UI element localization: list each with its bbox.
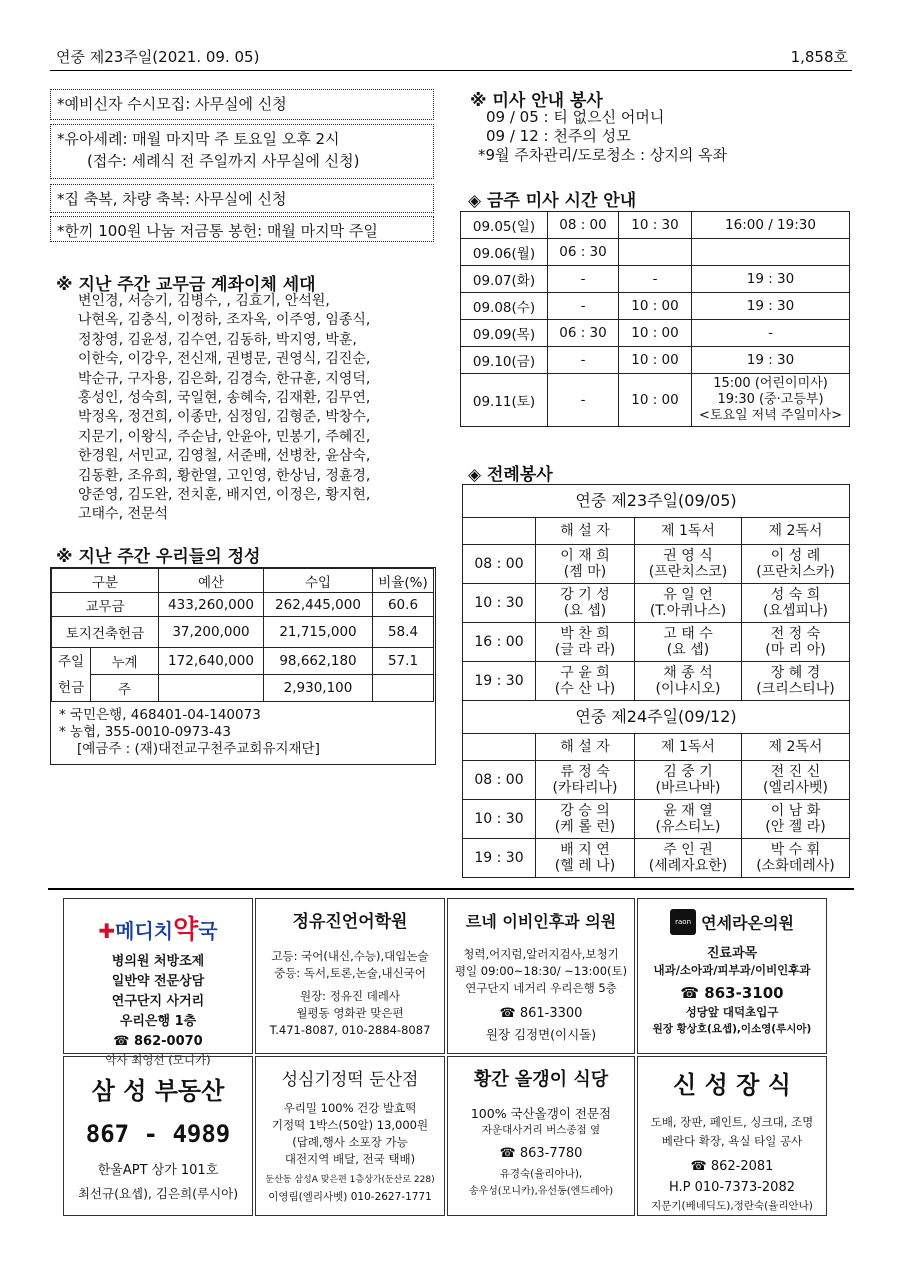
notice-blessing — [50, 184, 434, 213]
ad-line: 연구단지 네거리 우리은행 5층 — [465, 981, 617, 995]
liturgy-col-header: 해 설 자 — [536, 734, 635, 761]
ad-line: 고등: 국어(내신,수능),대입논술 — [271, 949, 429, 963]
person-name: 채 종 석 — [663, 665, 713, 681]
liturgy-col-header: 제 1독서 — [635, 518, 742, 545]
liturgy-title: ◈ 전례봉사 — [468, 465, 553, 485]
cum-ratio: 57.1 — [373, 648, 434, 675]
ad-title-row — [638, 909, 826, 952]
offering-income: 262,445,000 — [264, 593, 373, 617]
liturgy-time: 08 : 00 — [463, 545, 536, 584]
cross-icon: ✚ — [98, 919, 116, 943]
baptismal-name: (유스티노) — [655, 819, 721, 835]
transfer-names — [78, 292, 438, 525]
mass-date: 09.08(수) — [461, 293, 548, 320]
mass-time: - — [548, 266, 619, 293]
person-name: 고 태 수 — [663, 626, 713, 642]
baptismal-name: (안 젤 라) — [765, 819, 826, 835]
cum-income: 98,662,180 — [264, 648, 373, 675]
bank-info — [51, 702, 435, 758]
baptismal-name: (카타리나) — [552, 780, 618, 796]
baptismal-name: (수 산 나) — [554, 681, 616, 697]
mass-time: 16:00 / 19:30 — [692, 212, 850, 239]
baptismal-name: (소화데레사) — [756, 858, 835, 874]
week-income: 2,930,100 — [264, 675, 373, 702]
ad-restaurant — [447, 1056, 635, 1216]
cum-budget: 172,640,000 — [159, 648, 264, 675]
mass-time: 08 : 00 — [548, 212, 619, 239]
person-name: 박 수 휘 — [770, 842, 821, 858]
ad-line: 자운대사거리 버스종점 옆 — [481, 1124, 601, 1136]
ad-title: 황간 올갱이 식당 — [473, 1069, 609, 1090]
liturgy-person — [635, 545, 742, 584]
ad-title: 삼 성 부동산 — [91, 1077, 225, 1105]
ad-line: 원장: 정유진 데레사 — [299, 989, 401, 1003]
notice-infant-baptism — [50, 124, 434, 179]
ad-title: ✚메디치약국 — [98, 915, 218, 945]
mass-time: - — [548, 374, 619, 427]
baptismal-name: (글 라 라) — [554, 642, 616, 658]
liturgy-person — [742, 800, 850, 839]
liturgy-empty-header — [463, 518, 536, 545]
person-name: 주 인 권 — [663, 842, 713, 858]
names-line: 홍성인, 성숙희, 국일현, 송혜숙, 김재환, 김무연, — [78, 390, 371, 407]
names-line: 지문기, 이왕식, 주순남, 안윤아, 민봉기, 주혜진, — [78, 428, 371, 445]
bulletin-date: 연중 제23주일(2021. 09. 05) — [56, 48, 260, 66]
baptismal-name: (이냐시오) — [655, 681, 721, 697]
mass-time: - — [548, 293, 619, 320]
offering-budget: 37,200,000 — [159, 617, 264, 648]
transfer-title: ※ 지난 주간 교무금 계좌이체 세대 — [56, 275, 316, 295]
ad-title: 연세라온의원 — [701, 913, 794, 933]
ad-line: 연구단지 사거리 — [111, 994, 205, 1009]
liturgy-person — [742, 545, 850, 584]
liturgy-table — [462, 484, 850, 878]
baptismal-name: (T.아퀴나스) — [649, 603, 727, 619]
ad-mobile: H.P 010-7373-2082 — [668, 1180, 795, 1195]
ad-line: 내과/소아과/피부과/이비인후과 — [653, 963, 811, 977]
liturgy-person — [635, 584, 742, 623]
baptismal-name: (프란치스카) — [756, 564, 835, 580]
mass-date: 09.05(일) — [461, 212, 548, 239]
person-name: 배 지 연 — [560, 842, 610, 858]
baptismal-name: (바르나바) — [655, 780, 721, 796]
mass-date: 09.07(화) — [461, 266, 548, 293]
liturgy-person — [635, 839, 742, 878]
baptismal-name: (요 셉) — [563, 603, 607, 619]
baptismal-name: (헬 레 나) — [554, 858, 616, 874]
mass-date: 09.06(월) — [461, 239, 548, 266]
person-name: 전 진 신 — [770, 764, 821, 780]
names-line: 양준영, 김도완, 전치훈, 배지연, 이정은, 황지현, — [78, 487, 371, 504]
liturgy-person — [742, 584, 850, 623]
ad-line: 우리밀 100% 건강 발효떡 — [283, 1101, 417, 1115]
liturgy-time: 08 : 00 — [463, 761, 536, 800]
liturgy-person — [536, 761, 635, 800]
ad-owner: 이영림(엘리사벳) 010-2627-1771 — [268, 1191, 432, 1203]
ad-owner: 원장 황상호(요셉),이소영(루시아) — [652, 1023, 812, 1035]
offering-header: 수입 — [264, 569, 373, 593]
mass-note: <토요일 저녁 주일미사> — [698, 408, 843, 423]
offering-box — [50, 567, 436, 765]
ad-owner: 최선규(요셉), 김은희(루시아) — [77, 1186, 239, 1201]
person-name: 류 정 숙 — [560, 764, 610, 780]
liturgy-person — [635, 623, 742, 662]
ads-divider — [48, 888, 854, 890]
ad-realestate — [63, 1056, 253, 1216]
offering-title: ※ 지난 주간 우리들의 정성 — [56, 547, 261, 567]
liturgy-week-title: 연중 제24주일(09/12) — [463, 701, 850, 734]
mass-time: 19:30 (중·고등부) — [717, 392, 824, 407]
liturgy-col-header: 제 2독서 — [742, 734, 850, 761]
names-line: 한경원, 서민교, 김영철, 서준배, 선병찬, 윤삼숙, — [78, 448, 371, 465]
mass-service-line: 09 / 12 : 천주의 성모 — [486, 127, 631, 145]
liturgy-time: 19 : 30 — [463, 662, 536, 701]
liturgy-time: 16 : 00 — [463, 623, 536, 662]
person-name: 강 기 성 — [560, 587, 610, 603]
baptismal-name: (요셉피나) — [762, 603, 829, 619]
ad-ent-clinic — [447, 898, 635, 1054]
person-name: 강 승 의 — [560, 803, 610, 819]
ad-title: 성심기정떡 둔산점 — [281, 1070, 419, 1090]
offering-header: 구분 — [52, 569, 159, 593]
notice-text: *한끼 100원 나눔 저금통 봉헌: 매월 마지막 주일 — [57, 222, 378, 240]
offering-table — [51, 568, 434, 702]
liturgy-person — [536, 623, 635, 662]
liturgy-col-header: 제 2독서 — [742, 518, 850, 545]
ad-phone: ☎ 862-0070 — [113, 1034, 203, 1049]
mass-date: 09.09(목) — [461, 320, 548, 347]
sunday-label-1: 주일 — [57, 653, 85, 670]
liturgy-col-header: 해 설 자 — [536, 518, 635, 545]
mass-service-title: ※ 미사 안내 봉사 — [470, 91, 603, 111]
ad-line: 우리은행 1층 — [119, 1014, 197, 1029]
raon-logo-icon: raon clinic — [670, 909, 696, 935]
baptismal-name: (세례자요한) — [648, 858, 728, 874]
liturgy-time: 19 : 30 — [463, 839, 536, 878]
ad-phone: ☎ 863-3100 — [680, 984, 784, 1002]
liturgy-person — [742, 623, 850, 662]
mass-time: 15:00 (어린이미사) — [713, 376, 828, 391]
ad-line: 기정떡 1박스(50알) 13,000원 — [271, 1118, 429, 1132]
mass-service-line: 09 / 05 : 티 없으신 어머니 — [486, 108, 665, 126]
mass-times-title: ◈ 금주 미사 시간 안내 — [468, 191, 637, 211]
person-name: 장 혜 경 — [770, 665, 821, 681]
mass-time: 19 : 30 — [692, 347, 850, 374]
sunday-offering-label — [52, 648, 91, 702]
person-name: 전 정 숙 — [770, 626, 821, 642]
ad-line: 일반약 전문상담 — [111, 974, 205, 989]
sunday-label-2: 헌금 — [57, 679, 85, 696]
ad-pharmacy — [63, 898, 253, 1067]
ad-phone: ☎ 861-3300 — [499, 1006, 583, 1021]
mass-date: 09.11(토) — [461, 374, 548, 427]
notice-sharing-bank — [50, 216, 434, 242]
mass-time: 10 : 30 — [619, 212, 692, 239]
week-budget — [159, 675, 264, 702]
notice-text: *집 축복, 차량 축복: 사무실에 신청 — [57, 190, 287, 208]
mass-time: 10 : 00 — [619, 320, 692, 347]
names-line: 박정옥, 정건희, 이종만, 심정임, 김형준, 박창수, — [78, 409, 371, 426]
ad-title: 신 성 장 식 — [673, 1071, 791, 1099]
person-name: 윤 재 열 — [663, 803, 713, 819]
offering-row-label: 토지건축헌금 — [52, 617, 159, 648]
week-ratio — [373, 675, 434, 702]
mass-time: 10 : 00 — [619, 374, 692, 427]
liturgy-person — [536, 800, 635, 839]
liturgy-time: 10 : 30 — [463, 584, 536, 623]
ad-yonsei-clinic — [637, 898, 827, 1054]
ad-line: 중등: 독서,토론,논술,내신국어 — [274, 966, 426, 980]
offering-header: 예산 — [159, 569, 264, 593]
ad-interior — [637, 1056, 827, 1216]
ad-owner: 송우성(모니카),유선동(엔드레아) — [468, 1186, 614, 1197]
liturgy-person — [536, 839, 635, 878]
bank-account-1: * 국민은행, 468401-04-140073 — [59, 707, 261, 723]
ad-line: 월평동 영화관 맞은편 — [296, 1006, 404, 1020]
saturday-mass-times — [692, 374, 850, 427]
mass-time: 10 : 00 — [619, 293, 692, 320]
liturgy-week-title: 연중 제23주일(09/05) — [463, 485, 850, 518]
names-line: 변인경, 서승기, 김병수, , 김효기, 안석원, — [78, 293, 330, 309]
ad-line: 둔산동 삼성A 맞은편 1층상가(둔산로 228) — [265, 1175, 435, 1185]
person-name: 구 윤 희 — [560, 665, 610, 681]
ad-line: 도배, 장판, 페인트, 싱크대, 조명 — [650, 1115, 814, 1129]
mass-time: 19 : 30 — [692, 266, 850, 293]
mass-time: 19 : 30 — [692, 293, 850, 320]
mass-time: - — [548, 347, 619, 374]
offering-ratio: 58.4 — [373, 617, 434, 648]
liturgy-person — [635, 662, 742, 701]
ad-phone: 867 - 4989 — [85, 1120, 231, 1148]
ad-phone: T.471-8087, 010-2884-8087 — [269, 1023, 431, 1037]
ad-line: 100% 국산올갱이 전문점 — [470, 1106, 612, 1121]
mass-time: 06 : 30 — [548, 320, 619, 347]
ad-line: 베란다 확장, 욕실 타일 공사 — [661, 1134, 803, 1148]
person-name: 권 영 식 — [663, 548, 713, 564]
liturgy-col-header: 제 1독서 — [635, 734, 742, 761]
ad-owner: 원장 김정면(이시돌) — [485, 1027, 597, 1042]
offering-ratio: 60.6 — [373, 593, 434, 617]
ad-title: 정유진언어학원 — [292, 912, 408, 932]
header-divider — [50, 70, 852, 71]
week-label: 주 — [91, 675, 159, 702]
ad-phone: ☎ 863-7780 — [499, 1146, 583, 1161]
ad-owner: 약사 최영선 (모니카) — [105, 1053, 211, 1067]
offering-income: 21,715,000 — [264, 617, 373, 648]
bank-account-2: * 농협, 355-0010-0973-43 — [59, 724, 231, 740]
mass-times-table — [460, 211, 850, 427]
baptismal-name: (케 롤 런) — [554, 819, 616, 835]
names-line: 박순규, 구자용, 김은화, 김경숙, 한규훈, 지영덕, — [78, 370, 371, 387]
person-name: 유 일 언 — [663, 587, 713, 603]
baptismal-name: (프란치스코) — [648, 564, 728, 580]
names-line: 나현옥, 김충식, 이정하, 조자옥, 이주영, 임종식, — [78, 312, 371, 329]
names-line: 김동환, 조유희, 황한열, 고인영, 한상님, 정휸경, — [78, 467, 371, 484]
ad-line: 한울APT 상가 101호 — [97, 1163, 219, 1178]
person-name: 이 남 화 — [770, 803, 821, 819]
offering-row-label: 교무금 — [52, 593, 159, 617]
account-holder: [예금주 : (재)대전교구천주교회유지재단] — [77, 741, 320, 757]
ad-language-academy — [255, 898, 445, 1054]
mass-time: - — [692, 320, 850, 347]
mass-time: - — [619, 266, 692, 293]
ad-line: 병의원 처방조제 — [111, 954, 205, 969]
ad-line: 평일 09:00~18:30/ ~13:00(토) — [454, 964, 628, 978]
liturgy-person — [536, 584, 635, 623]
liturgy-person — [536, 545, 635, 584]
mass-date: 09.10(금) — [461, 347, 548, 374]
ad-line: 유경숙(율리아나), — [499, 1168, 583, 1180]
mass-time — [692, 239, 850, 266]
mass-time — [619, 239, 692, 266]
ad-line: (답례,행사 소포장 가능 — [292, 1135, 408, 1149]
person-name: 김 중 기 — [663, 764, 713, 780]
offering-header: 비율(%) — [373, 569, 434, 593]
ad-line: 성당앞 대덕초입구 — [685, 1005, 779, 1019]
ad-line: 진료과목 — [706, 946, 758, 961]
liturgy-time: 10 : 30 — [463, 800, 536, 839]
baptismal-name: (크리스티나) — [756, 681, 835, 697]
names-line: 정창영, 김윤성, 김수연, 김동하, 박지영, 박훈, — [78, 331, 357, 348]
liturgy-person — [742, 662, 850, 701]
liturgy-person — [742, 761, 850, 800]
notice-catechumen — [50, 89, 434, 120]
mass-service-line: *9월 주차관리/도로청소 : 상지의 옥좌 — [478, 146, 728, 164]
baptismal-name: (엘리사벳) — [762, 780, 829, 796]
liturgy-person — [536, 662, 635, 701]
ad-rice-cake — [255, 1056, 445, 1216]
mass-time: 06 : 30 — [548, 239, 619, 266]
mass-service-list — [478, 108, 728, 165]
ad-phone: ☎ 862-2081 — [690, 1159, 774, 1174]
names-line: 고태수, 전문석 — [78, 506, 169, 523]
ad-line: 청력,어지럼,알러지검사,보청기 — [463, 947, 619, 961]
liturgy-person — [635, 800, 742, 839]
baptismal-name: (요 셉) — [666, 642, 710, 658]
baptismal-name: (마 리 아) — [765, 642, 826, 658]
ad-line: 대전지역 배달, 전국 택배) — [284, 1152, 416, 1166]
ad-title: 르네 이비인후과 의원 — [465, 912, 617, 931]
names-line: 이한숙, 이강우, 전신재, 권병문, 권영식, 김진순, — [78, 351, 371, 368]
person-name: 박 찬 희 — [560, 626, 610, 642]
person-name: 성 숙 희 — [770, 587, 821, 603]
issue-number: 1,858호 — [790, 48, 848, 66]
offering-budget: 433,260,000 — [159, 593, 264, 617]
baptismal-name: (젬 마) — [563, 564, 607, 580]
liturgy-empty-header — [463, 734, 536, 761]
liturgy-person — [742, 839, 850, 878]
notice-text: *예비신자 수시모집: 사무실에 신청 — [57, 95, 287, 113]
notice-subtext: (접수: 세례식 전 주일까지 사무실에 신청) — [87, 152, 360, 170]
person-name: 이 성 례 — [770, 548, 821, 564]
liturgy-person — [635, 761, 742, 800]
mass-time: 10 : 00 — [619, 347, 692, 374]
ad-owner: 지문기(베네딕도),정란숙(율리안나) — [651, 1200, 813, 1212]
notice-text: *유아세례: 매월 마지막 주 토요일 오후 2시 — [57, 130, 340, 148]
cum-label: 누계 — [91, 648, 159, 675]
person-name: 이 재 희 — [560, 548, 610, 564]
